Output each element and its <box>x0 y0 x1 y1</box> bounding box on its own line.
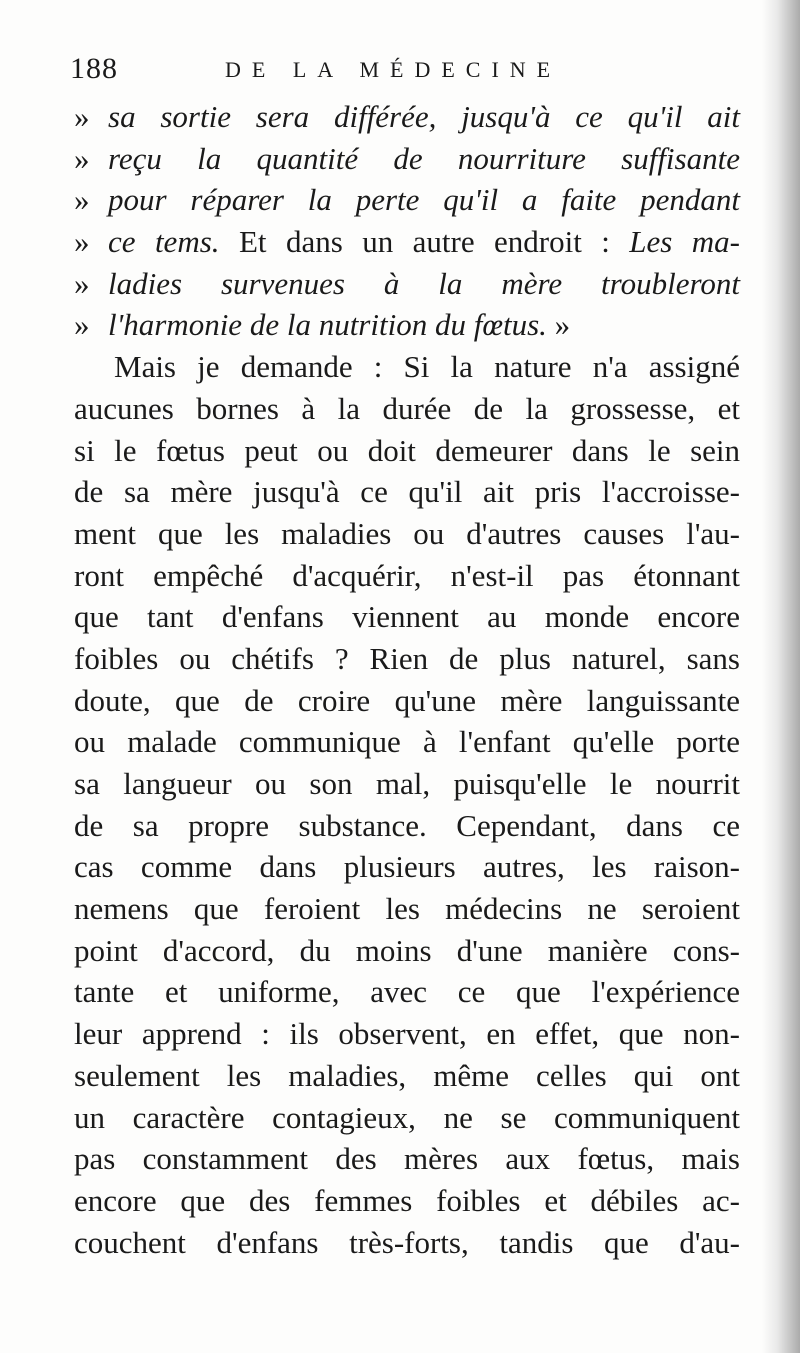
paragraph-line: cas comme dans plusieurs autres, les raison- <box>74 849 740 885</box>
quote-line <box>74 138 740 180</box>
quote-line <box>74 221 740 263</box>
page-header <box>70 52 740 88</box>
page-text <box>74 96 740 1263</box>
quote-line <box>74 304 740 346</box>
quote-text: ladies survenues à la mère troubleront <box>108 265 740 301</box>
quote-text: l'harmonie de la nutrition du fœtus. <box>108 307 547 343</box>
paragraph-line: seulement les maladies, même celles qui ont <box>74 1057 740 1093</box>
quote-close-marker: » <box>546 307 571 343</box>
paragraph-line: ront empêché d'acquérir, n'est-il pas étonnant <box>74 557 740 593</box>
paragraph-line: Mais je demande : Si la nature n'a assigné <box>114 349 740 385</box>
quote-text: reçu la quantité de nourriture suffisante <box>108 140 740 176</box>
quote-text: sa sortie sera différée, jusqu'à ce qu'il ait <box>108 99 740 134</box>
quote-text-roman: Et dans un autre endroit : <box>219 224 630 260</box>
quote-text: pour réparer la perte qu'il a faite pendant <box>108 182 740 218</box>
paragraph-line: un caractère contagieux, ne se communiquent <box>74 1099 740 1135</box>
quote-marker: » <box>74 140 90 176</box>
quote-line <box>74 179 740 221</box>
quote-marker: » <box>74 99 90 134</box>
paragraph-line: doute, que de croire qu'une mère languissante <box>74 682 740 718</box>
page-number: 188 <box>70 52 118 85</box>
paragraph-line: nemens que feroient les médecins ne seroient <box>74 891 740 927</box>
quote-text-italic: Les ma- <box>629 224 741 260</box>
paragraph-line: pas constamment des mères aux fœtus, mais <box>74 1141 740 1177</box>
paragraph-line: ment que les maladies ou d'autres causes l'au- <box>74 515 740 551</box>
quote-marker: » <box>74 182 90 218</box>
paragraph-line: de sa propre substance. Cependant, dans ce <box>74 807 740 843</box>
paragraph-line: sa langueur ou son mal, puisqu'elle le nourrit <box>74 766 740 801</box>
paragraph-line: ou malade communique à l'enfant qu'elle porte <box>74 724 740 760</box>
paragraph-line: foibles ou chétifs ? Rien de plus naturel, sans <box>74 640 740 676</box>
paragraph-line: que tant d'enfans viennent au monde encore <box>74 599 740 635</box>
quote-marker: » <box>74 265 90 301</box>
running-title: DE LA MÉDECINE <box>225 57 562 82</box>
paragraph-line: encore que des femmes foibles et débiles ac- <box>74 1182 740 1218</box>
paragraph-line: couchent d'enfans très-forts, tandis que d'au- <box>74 1224 740 1260</box>
paragraph-line: leur apprend : ils observent, en effet, que non- <box>74 1016 740 1052</box>
paragraph-line: de sa mère jusqu'à ce qu'il ait pris l'accroisse- <box>74 474 740 510</box>
quote-line <box>74 263 740 305</box>
quote-line <box>74 96 740 138</box>
paragraph-line: tante et uniforme, avec ce que l'expérience <box>74 974 740 1010</box>
paragraph-line: si le fœtus peut ou doit demeurer dans le sein <box>74 432 740 468</box>
quote-marker: » <box>74 307 90 343</box>
page-edge-shadow <box>762 0 800 1353</box>
quote-marker: » <box>74 224 90 260</box>
paragraph-line: point d'accord, du moins d'une manière cons- <box>74 932 740 968</box>
paragraph-line: aucunes bornes à la durée de la grossesse, et <box>74 390 740 426</box>
quote-text-italic: ce tems. <box>108 224 220 260</box>
